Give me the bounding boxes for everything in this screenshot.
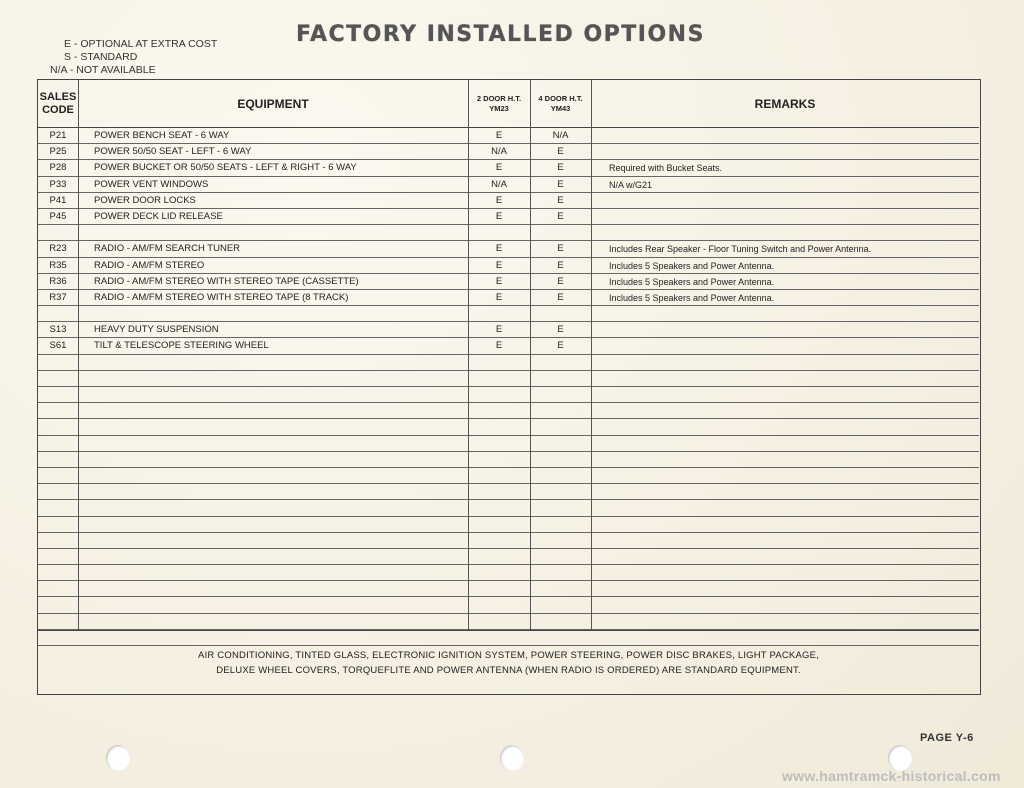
options-table-frame <box>37 79 981 695</box>
table-row <box>38 533 979 549</box>
sales-code-cell: R23 <box>49 243 67 255</box>
ym23-cell: E <box>495 324 503 336</box>
ym43-cell: E <box>557 162 564 174</box>
ym23-cell: E <box>495 210 503 222</box>
table-row <box>38 338 979 354</box>
remarks-cell: Includes 5 Speakers and Power Antenna. <box>609 292 775 303</box>
table-row <box>38 597 979 613</box>
ym23-cell: E <box>495 291 503 303</box>
equipment-cell: POWER VENT WINDOWS <box>94 178 209 190</box>
remarks-cell: Required with Bucket Seats. <box>609 163 723 174</box>
equipment-cell: POWER DECK LID RELEASE <box>94 210 223 222</box>
table-row <box>38 436 979 452</box>
binder-hole <box>106 745 130 771</box>
table-row <box>38 387 979 403</box>
table-body <box>38 128 979 646</box>
ym23-cell: E <box>495 162 503 174</box>
remarks-cell: Includes 5 Speakers and Power Antenna. <box>609 260 775 271</box>
legend-standard: S - STANDARD <box>64 51 138 63</box>
ym43-cell: E <box>557 194 564 206</box>
table-row <box>38 403 979 419</box>
table-row <box>38 565 979 581</box>
table-row <box>38 484 979 500</box>
column-divider <box>468 80 469 630</box>
table-row <box>38 549 979 565</box>
ym43-cell: E <box>557 259 564 271</box>
table-header <box>38 80 979 128</box>
sales-code-cell: S61 <box>49 340 67 352</box>
table-row <box>38 160 979 176</box>
equipment-cell: TILT & TELESCOPE STEERING WHEEL <box>94 340 269 352</box>
sales-code-cell: P21 <box>49 130 67 141</box>
ym43-cell: E <box>557 210 564 222</box>
table-row <box>38 468 979 484</box>
table-row <box>38 371 979 387</box>
ym23-cell: E <box>495 130 503 141</box>
standard-equipment-note <box>38 630 979 694</box>
equipment-cell: POWER DOOR LOCKS <box>94 194 196 206</box>
table-row <box>38 581 979 597</box>
sales-code-cell: R37 <box>49 291 67 303</box>
equipment-cell: HEAVY DUTY SUSPENSION <box>94 324 219 336</box>
legend-not-available: N/A - NOT AVAILABLE <box>50 64 156 76</box>
ym23-cell: E <box>495 340 503 352</box>
equipment-cell: RADIO - AM/FM STEREO <box>94 259 205 271</box>
table-row <box>38 193 979 209</box>
ym43-cell: E <box>557 291 564 303</box>
equipment-cell: POWER BENCH SEAT - 6 WAY <box>94 130 230 141</box>
table-row <box>38 452 979 468</box>
header-ym23: 2 DOOR H.T. YM23 <box>476 93 522 113</box>
table-row <box>38 128 979 144</box>
table-row <box>38 290 979 306</box>
table-row <box>38 614 979 630</box>
table-row <box>38 144 979 160</box>
table-row <box>38 274 979 290</box>
ym23-cell: N/A <box>491 178 507 190</box>
ym43-cell: N/A <box>552 130 569 141</box>
column-divider <box>530 80 531 630</box>
ym23-cell: E <box>495 275 503 287</box>
table-row <box>38 258 979 274</box>
sales-code-cell: P41 <box>49 194 67 206</box>
ym43-cell: E <box>557 324 564 336</box>
sales-code-cell: P33 <box>49 178 67 190</box>
table-row <box>38 306 979 322</box>
table-row <box>38 419 979 435</box>
table-row <box>38 517 979 533</box>
equipment-cell: RADIO - AM/FM STEREO WITH STEREO TAPE (CASSETTE) <box>94 275 359 287</box>
watermark: www.hamtramck-historical.com <box>782 768 1001 784</box>
binder-hole <box>500 745 524 771</box>
ym43-cell: E <box>557 340 564 352</box>
note-line-1: AIR CONDITIONING, TINTED GLASS, ELECTRONIC IGNITION SYSTEM, POWER STEERING, POWER DISC BRAKES, LIGHT PACKAGE, <box>198 649 819 661</box>
sales-code-cell: S13 <box>49 324 67 336</box>
header-sales-code: SALES CODE <box>39 90 77 116</box>
table-row <box>38 225 979 241</box>
equipment-cell: RADIO - AM/FM SEARCH TUNER <box>94 243 241 255</box>
ym23-cell: E <box>495 243 503 255</box>
column-divider <box>591 80 592 630</box>
note-line-2: DELUXE WHEEL COVERS, TORQUEFLITE AND POWER ANTENNA (WHEN RADIO IS ORDERED) ARE STANDARD EQUIPMENT. <box>216 664 801 676</box>
sales-code-cell: P25 <box>49 146 67 158</box>
legend-extra-cost: E - OPTIONAL AT EXTRA COST <box>64 38 218 50</box>
ym23-cell: N/A <box>491 146 507 158</box>
remarks-cell: Includes 5 Speakers and Power Antenna. <box>609 276 775 287</box>
sales-code-cell: R35 <box>49 259 67 271</box>
table-row <box>38 241 979 257</box>
table-row <box>38 500 979 516</box>
sales-code-cell: P45 <box>49 210 67 222</box>
equipment-cell: POWER BUCKET OR 50/50 SEATS - LEFT & RIGHT - 6 WAY <box>94 162 357 174</box>
column-divider <box>78 80 79 630</box>
ym43-cell: E <box>557 146 564 158</box>
table-row <box>38 355 979 371</box>
ym43-cell: E <box>557 178 564 190</box>
remarks-cell: Includes Rear Speaker - Floor Tuning Switch and Power Antenna. <box>609 244 872 255</box>
table-row <box>38 322 979 338</box>
header-remarks: REMARKS <box>754 96 816 111</box>
ym23-cell: E <box>495 194 503 206</box>
table-row <box>38 209 979 225</box>
ym43-cell: E <box>557 243 564 255</box>
header-ym43: 4 DOOR H.T. YM43 <box>538 93 583 113</box>
sales-code-cell: R36 <box>49 275 67 287</box>
table-row <box>38 177 979 193</box>
header-equipment: EQUIPMENT <box>237 96 309 111</box>
page-title: FACTORY INSTALLED OPTIONS <box>296 22 705 47</box>
sales-code-cell: P28 <box>49 162 67 174</box>
equipment-cell: POWER 50/50 SEAT - LEFT - 6 WAY <box>94 146 252 158</box>
page-number: PAGE Y-6 <box>920 732 974 744</box>
remarks-cell: N/A w/G21 <box>609 179 653 190</box>
ym43-cell: E <box>557 275 564 287</box>
ym23-cell: E <box>495 259 503 271</box>
equipment-cell: RADIO - AM/FM STEREO WITH STEREO TAPE (8 TRACK) <box>94 291 349 303</box>
